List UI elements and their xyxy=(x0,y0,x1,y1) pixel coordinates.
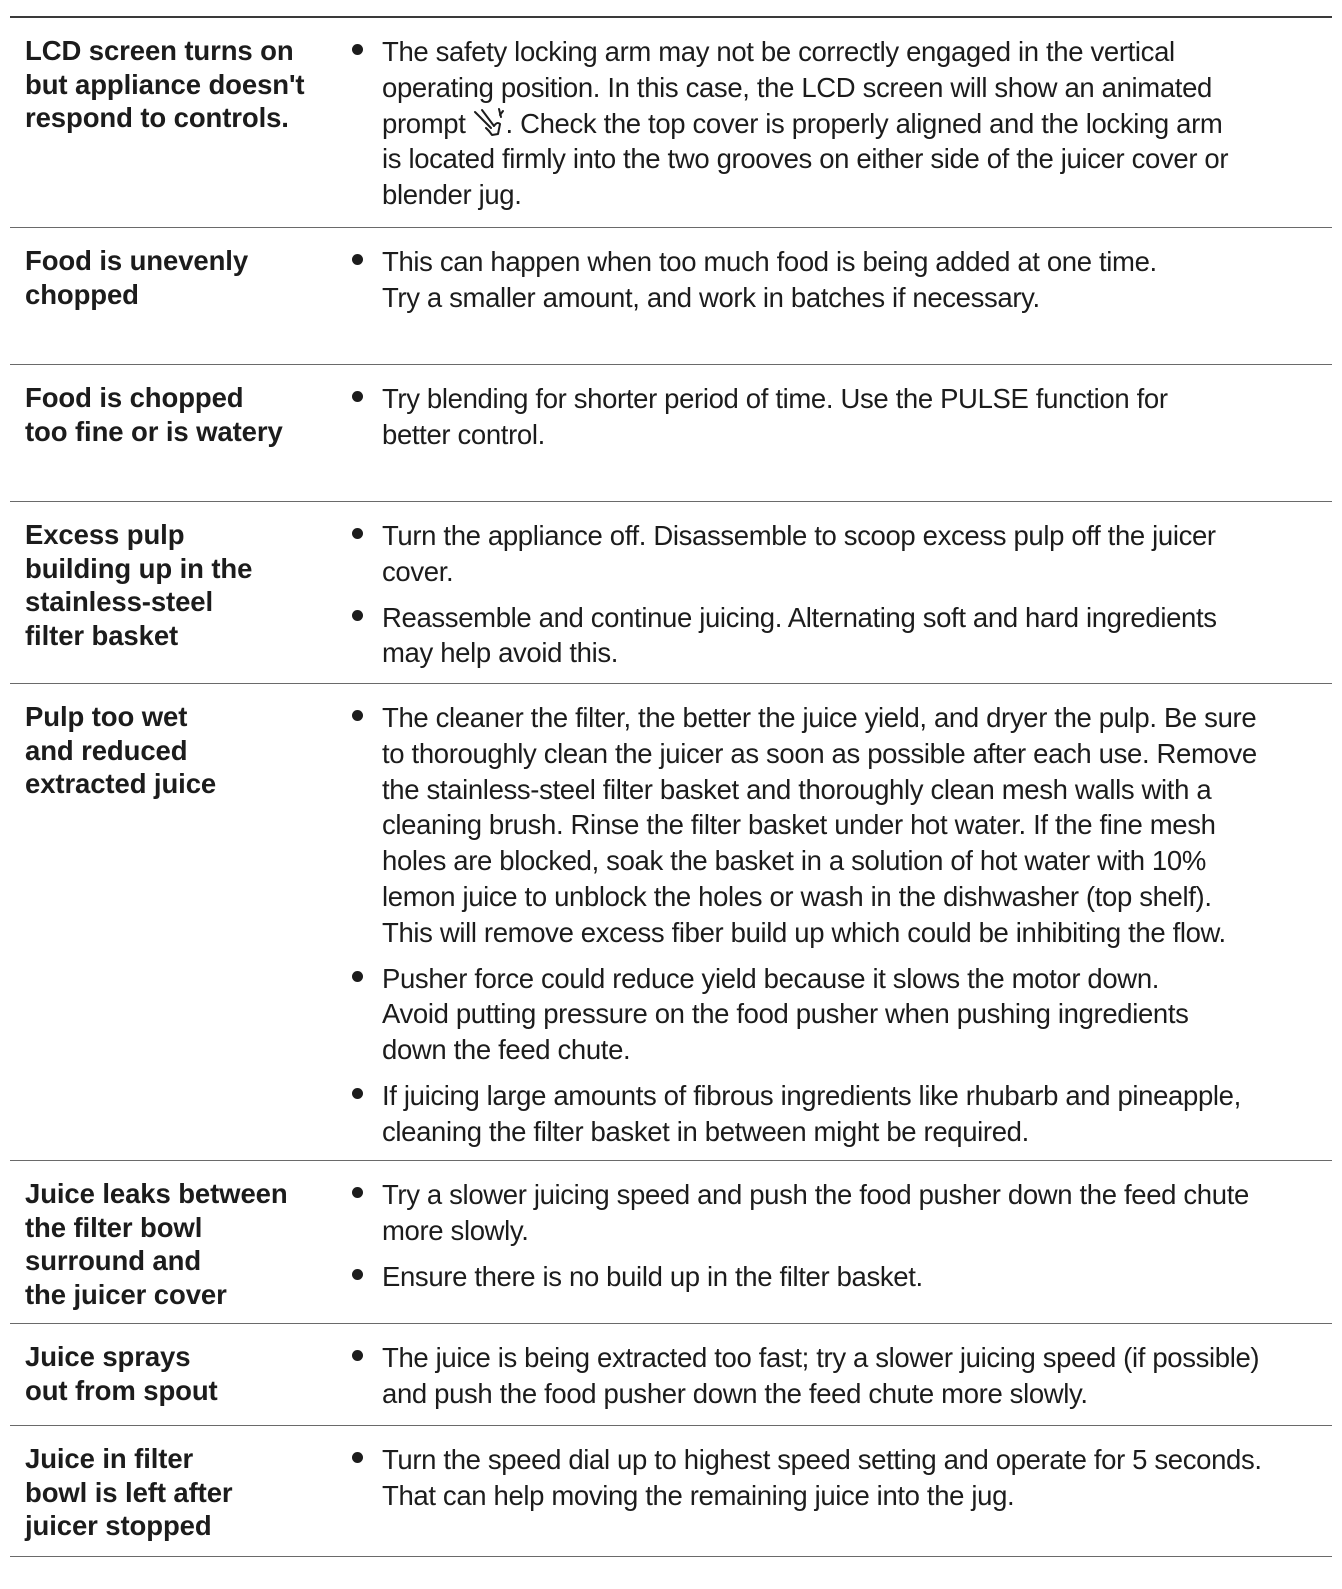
problem-cell: Juice in filter bowl is left after juicer stopped xyxy=(25,1443,233,1541)
bullet-dot-icon xyxy=(330,961,382,1068)
hand-pointer-icon xyxy=(472,107,504,137)
solution-text: Turn the speed dial up to highest speed setting and operate for 5 seconds. That can help moving the remaining juice into the jug. xyxy=(382,1444,1262,1511)
bullet-dot-icon xyxy=(330,1078,382,1150)
bullet-dot-icon xyxy=(330,518,382,590)
problem-cell: LCD screen turns on but appliance doesn't respond to controls. xyxy=(25,35,305,133)
solution-cell xyxy=(330,228,1332,364)
solution-text-part: The safety locking arm may not be correctly engaged in the vertical operating position. In this case, the LCD screen will show an animated prompt xyxy=(382,36,1212,139)
solution-cell xyxy=(330,502,1332,683)
solution-text: The juice is being extracted too fast; try a slower juicing speed (if possible) and push the food pusher down the feed chute more slowly. xyxy=(382,1342,1260,1409)
troubleshooting-table xyxy=(10,16,1332,1557)
solution-bullet xyxy=(330,700,1312,951)
problem-cell: Excess pulp building up in the stainless-steel filter basket xyxy=(25,519,253,651)
solution-bullet xyxy=(330,34,1312,213)
solution-text: Ensure there is no build up in the filter basket. xyxy=(382,1260,923,1292)
table-row xyxy=(10,502,1332,684)
table-row xyxy=(10,365,1332,502)
solution-text: Turn the appliance off. Disassemble to scoop excess pulp off the juicer cover. xyxy=(382,520,1216,587)
bullet-dot-icon xyxy=(330,244,382,316)
bullet-dot-icon xyxy=(330,700,382,951)
table-row xyxy=(10,228,1332,365)
solution-text: If juicing large amounts of fibrous ingredients like rhubarb and pineapple, cleaning the filter basket in between might be required. xyxy=(382,1079,1241,1147)
solution-text-part: . Check the top cover is properly aligned and the locking arm is located firmly into the two grooves on either side of the juicer cover or blender jug. xyxy=(382,107,1229,211)
solution-text xyxy=(382,34,1312,213)
bullet-dot-icon xyxy=(330,381,382,453)
solution-bullet xyxy=(330,244,1312,316)
solution-cell xyxy=(330,684,1332,1160)
solution-text: Try a slower juicing speed and push the food pusher down the feed chute more slowly. xyxy=(382,1179,1249,1246)
table-row xyxy=(10,684,1332,1161)
solution-text: This can happen when too much food is being added at one time. Try a smaller amount, and work in batches if necessary. xyxy=(382,246,1157,313)
solution-cell xyxy=(330,1426,1332,1556)
problem-cell: Juice leaks between the filter bowl surround and the juicer cover xyxy=(25,1178,288,1310)
bullet-dot-icon xyxy=(330,1442,382,1514)
solution-cell xyxy=(330,1161,1332,1323)
solution-bullet xyxy=(330,1078,1312,1150)
solution-bullet xyxy=(330,961,1312,1068)
solution-bullet xyxy=(330,1340,1312,1412)
solution-cell xyxy=(330,1324,1332,1425)
bullet-dot-icon xyxy=(330,1177,382,1249)
solution-cell xyxy=(330,365,1332,501)
bullet-dot-icon xyxy=(330,34,382,213)
bullet-dot-icon xyxy=(330,600,382,672)
solution-text: The cleaner the filter, the better the juice yield, and dryer the pulp. Be sure to thoroughly clean the juicer as soon as possible after each use. Remove the stainless-steel filter basket and thoroughly clean mesh walls with a cleaning brush. Rinse the filter basket under hot water. If the fine mesh holes are blocked, soak the basket in a solution of hot water with 10% lemon juice to unblock the holes or wash in the dishwasher (top shelf). This will remove excess fiber build up which could be inhibiting the flow. xyxy=(382,702,1257,948)
solution-bullet xyxy=(330,600,1312,672)
problem-cell: Food is chopped too fine or is watery xyxy=(25,382,283,447)
problem-cell: Pulp too wet and reduced extracted juice xyxy=(25,701,217,799)
solution-cell xyxy=(330,18,1332,227)
solution-bullet xyxy=(330,1259,1312,1295)
solution-text: Try blending for shorter period of time. Use the PULSE function for better control. xyxy=(382,383,1168,450)
problem-cell: Food is unevenly chopped xyxy=(25,245,249,310)
solution-bullet xyxy=(330,1177,1312,1249)
solution-bullet xyxy=(330,1442,1312,1514)
solution-bullet xyxy=(330,518,1312,590)
bullet-dot-icon xyxy=(330,1259,382,1295)
solution-bullet xyxy=(330,381,1312,453)
table-row xyxy=(10,1324,1332,1426)
bullet-dot-icon xyxy=(330,1340,382,1412)
table-row xyxy=(10,18,1332,228)
solution-text: Reassemble and continue juicing. Alternating soft and hard ingredients may help avoid this. xyxy=(382,601,1217,669)
problem-cell: Juice sprays out from spout xyxy=(25,1341,218,1406)
table-row xyxy=(10,1161,1332,1324)
table-row xyxy=(10,1426,1332,1557)
solution-text: Pusher force could reduce yield because it slows the motor down. Avoid putting pressure on the food pusher when pushing ingredients down the feed chute. xyxy=(382,962,1189,1066)
